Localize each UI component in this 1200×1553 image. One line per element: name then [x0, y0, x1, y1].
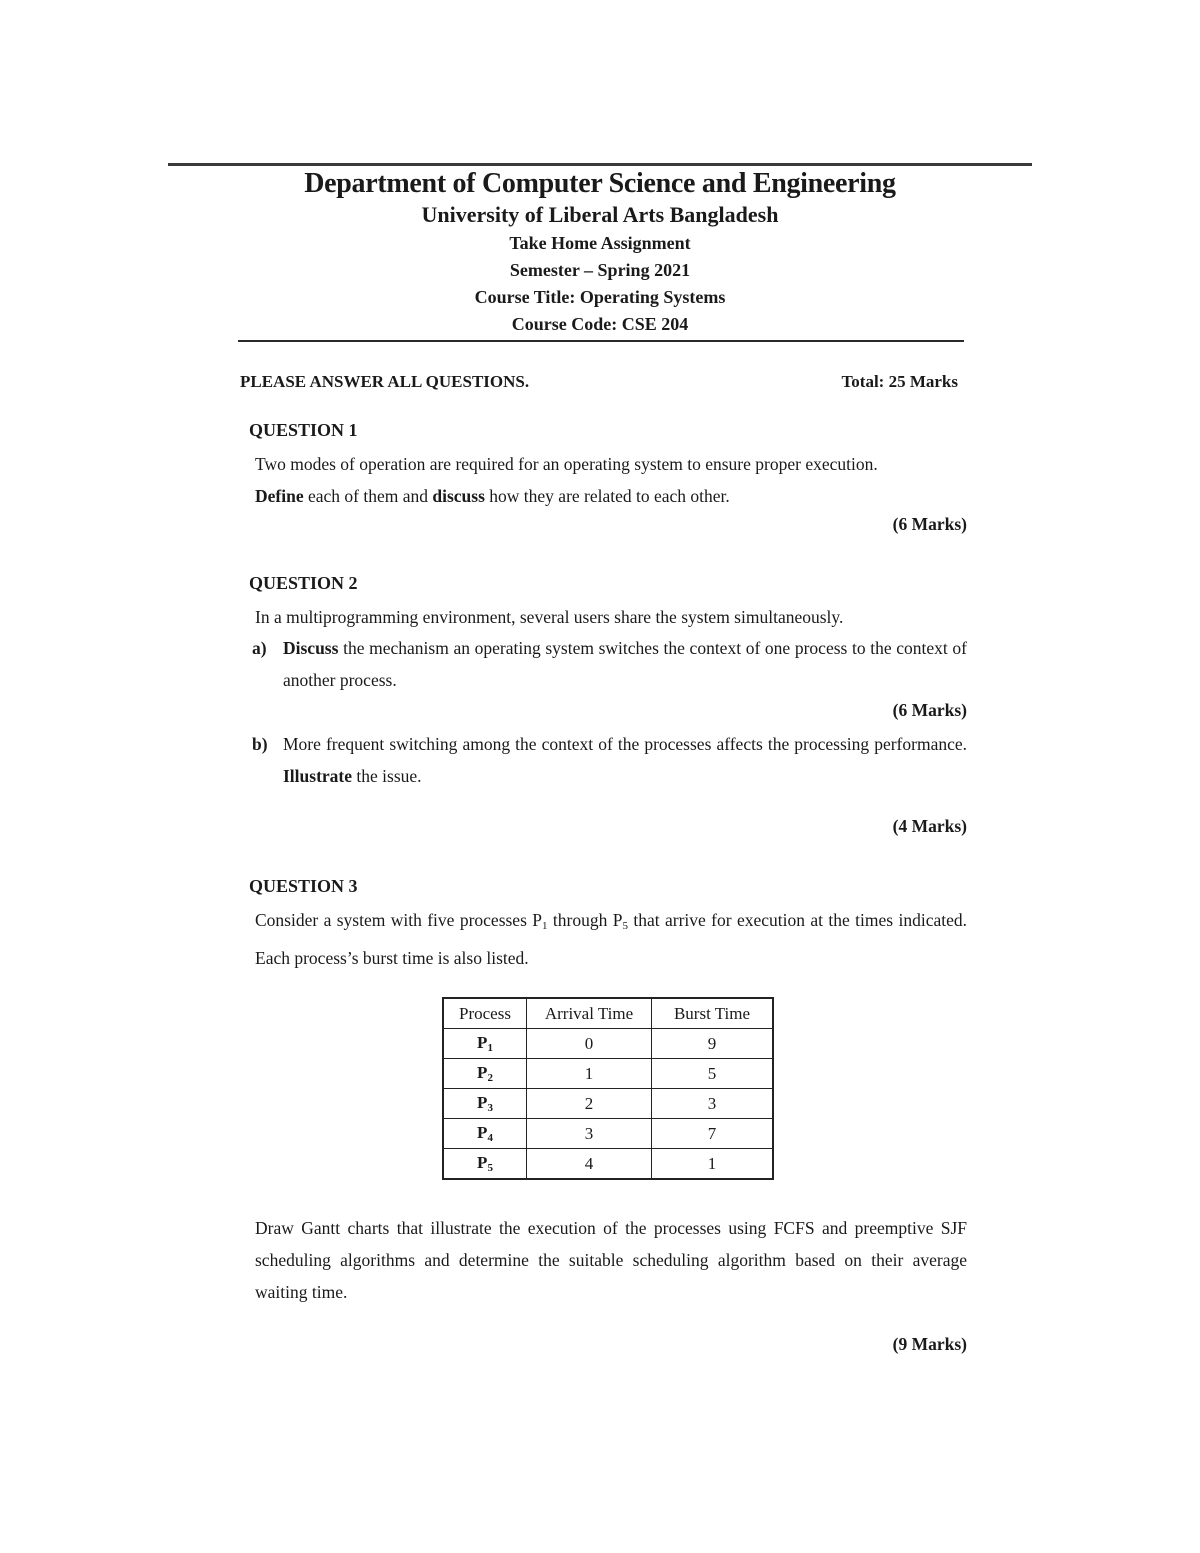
question-2b	[252, 728, 967, 792]
table-row	[443, 1149, 773, 1180]
burst-cell: 1	[652, 1149, 774, 1180]
process-name: P	[477, 1153, 488, 1172]
define-keyword: Define	[255, 486, 304, 506]
process-name: P	[477, 1063, 488, 1082]
question-3-sub2: 5	[622, 920, 628, 932]
process-cell	[443, 1029, 527, 1059]
discuss-keyword: discuss	[432, 486, 485, 506]
header-arrival-time: Arrival Time	[527, 998, 652, 1029]
process-index: 1	[487, 1042, 493, 1054]
process-index: 5	[487, 1162, 493, 1174]
course-code: Course Code: CSE 204	[511, 314, 689, 334]
course-title: Course Title: Operating Systems	[474, 287, 726, 307]
question-1-line1: Two modes of operation are required for an operating system to ensure proper execution.	[255, 454, 878, 474]
question-2a	[252, 632, 967, 696]
document-header	[168, 168, 1032, 338]
question-3-intro-b: through P	[547, 910, 623, 930]
question-3-intro	[255, 904, 967, 974]
burst-cell: 7	[652, 1119, 774, 1149]
question-2b-body1: More frequent switching among the context of the processes affects the processing performance.	[283, 734, 967, 754]
question-2b-label: b)	[252, 734, 268, 754]
process-name: P	[477, 1033, 488, 1052]
arrival-cell: 1	[527, 1059, 652, 1089]
question-3-intro-a: Consider a system with five processes P	[255, 910, 543, 930]
total-marks: Total: 25 Marks	[841, 372, 958, 391]
burst-cell: 5	[652, 1059, 774, 1089]
process-cell	[443, 1059, 527, 1089]
process-name: P	[477, 1123, 488, 1142]
question-3-title: QUESTION 3	[249, 876, 358, 896]
university-name: University of Liberal Arts Bangladesh	[421, 202, 779, 227]
table-row	[443, 1029, 773, 1059]
question-2a-label: a)	[252, 638, 267, 658]
table-row	[443, 1119, 773, 1149]
question-2a-text	[283, 632, 967, 696]
process-index: 4	[487, 1132, 493, 1144]
process-cell	[443, 1149, 527, 1180]
question-1-line2	[255, 480, 967, 512]
assignment-type: Take Home Assignment	[509, 233, 691, 253]
question-3-task: Draw Gantt charts that illustrate the execution of the processes using FCFS and preemptive SJF scheduling algorithms and determine the suitable scheduling algorithm based on their average waiting time.	[255, 1218, 967, 1302]
process-cell	[443, 1089, 527, 1119]
question-1-marks: (6 Marks)	[892, 514, 967, 534]
question-2b-body2: the issue.	[352, 766, 422, 786]
question-2b-text	[283, 728, 967, 792]
question-2a-marks: (6 Marks)	[892, 700, 967, 720]
arrival-cell: 0	[527, 1029, 652, 1059]
question-2a-body: the mechanism an operating system switches the context of one process to the context of another process.	[283, 638, 967, 690]
semester: Semester – Spring 2021	[509, 260, 691, 280]
question-1-text-mid: each of them and	[303, 486, 433, 506]
process-index: 3	[487, 1102, 493, 1114]
arrival-cell: 4	[527, 1149, 652, 1180]
discuss-keyword-2a: Discuss	[283, 638, 339, 658]
question-2-title: QUESTION 2	[249, 573, 358, 593]
burst-cell: 3	[652, 1089, 774, 1119]
instructions-row	[240, 372, 960, 392]
question-3-sub1: 1	[542, 920, 548, 932]
burst-cell: 9	[652, 1029, 774, 1059]
question-1-title: QUESTION 1	[249, 420, 358, 440]
illustrate-keyword: Illustrate	[283, 766, 353, 786]
question-1-body	[255, 448, 967, 512]
question-3-intro-c: that arrive for execution at the times indicated. Each process’s burst time is also listed.	[255, 910, 967, 968]
question-1-text-end: how they are related to each other.	[484, 486, 730, 506]
arrival-cell: 3	[527, 1119, 652, 1149]
table-row	[443, 1059, 773, 1089]
arrival-cell: 2	[527, 1089, 652, 1119]
instructions-text: PLEASE ANSWER ALL QUESTIONS.	[240, 372, 530, 391]
table-row	[443, 1089, 773, 1119]
process-table	[442, 997, 774, 1180]
table-header-row	[443, 998, 773, 1029]
department-title: Department of Computer Science and Engineering	[304, 168, 896, 199]
header-process: Process	[443, 998, 527, 1029]
process-name: P	[477, 1093, 488, 1112]
process-cell	[443, 1119, 527, 1149]
process-index: 2	[487, 1072, 493, 1084]
question-2-intro: In a multiprogramming environment, several users share the system simultaneously.	[255, 607, 844, 627]
header-rule	[238, 340, 964, 342]
question-2b-marks: (4 Marks)	[892, 816, 967, 836]
top-rule	[168, 163, 1032, 166]
question-3-marks: (9 Marks)	[892, 1334, 967, 1354]
header-burst-time: Burst Time	[652, 998, 774, 1029]
